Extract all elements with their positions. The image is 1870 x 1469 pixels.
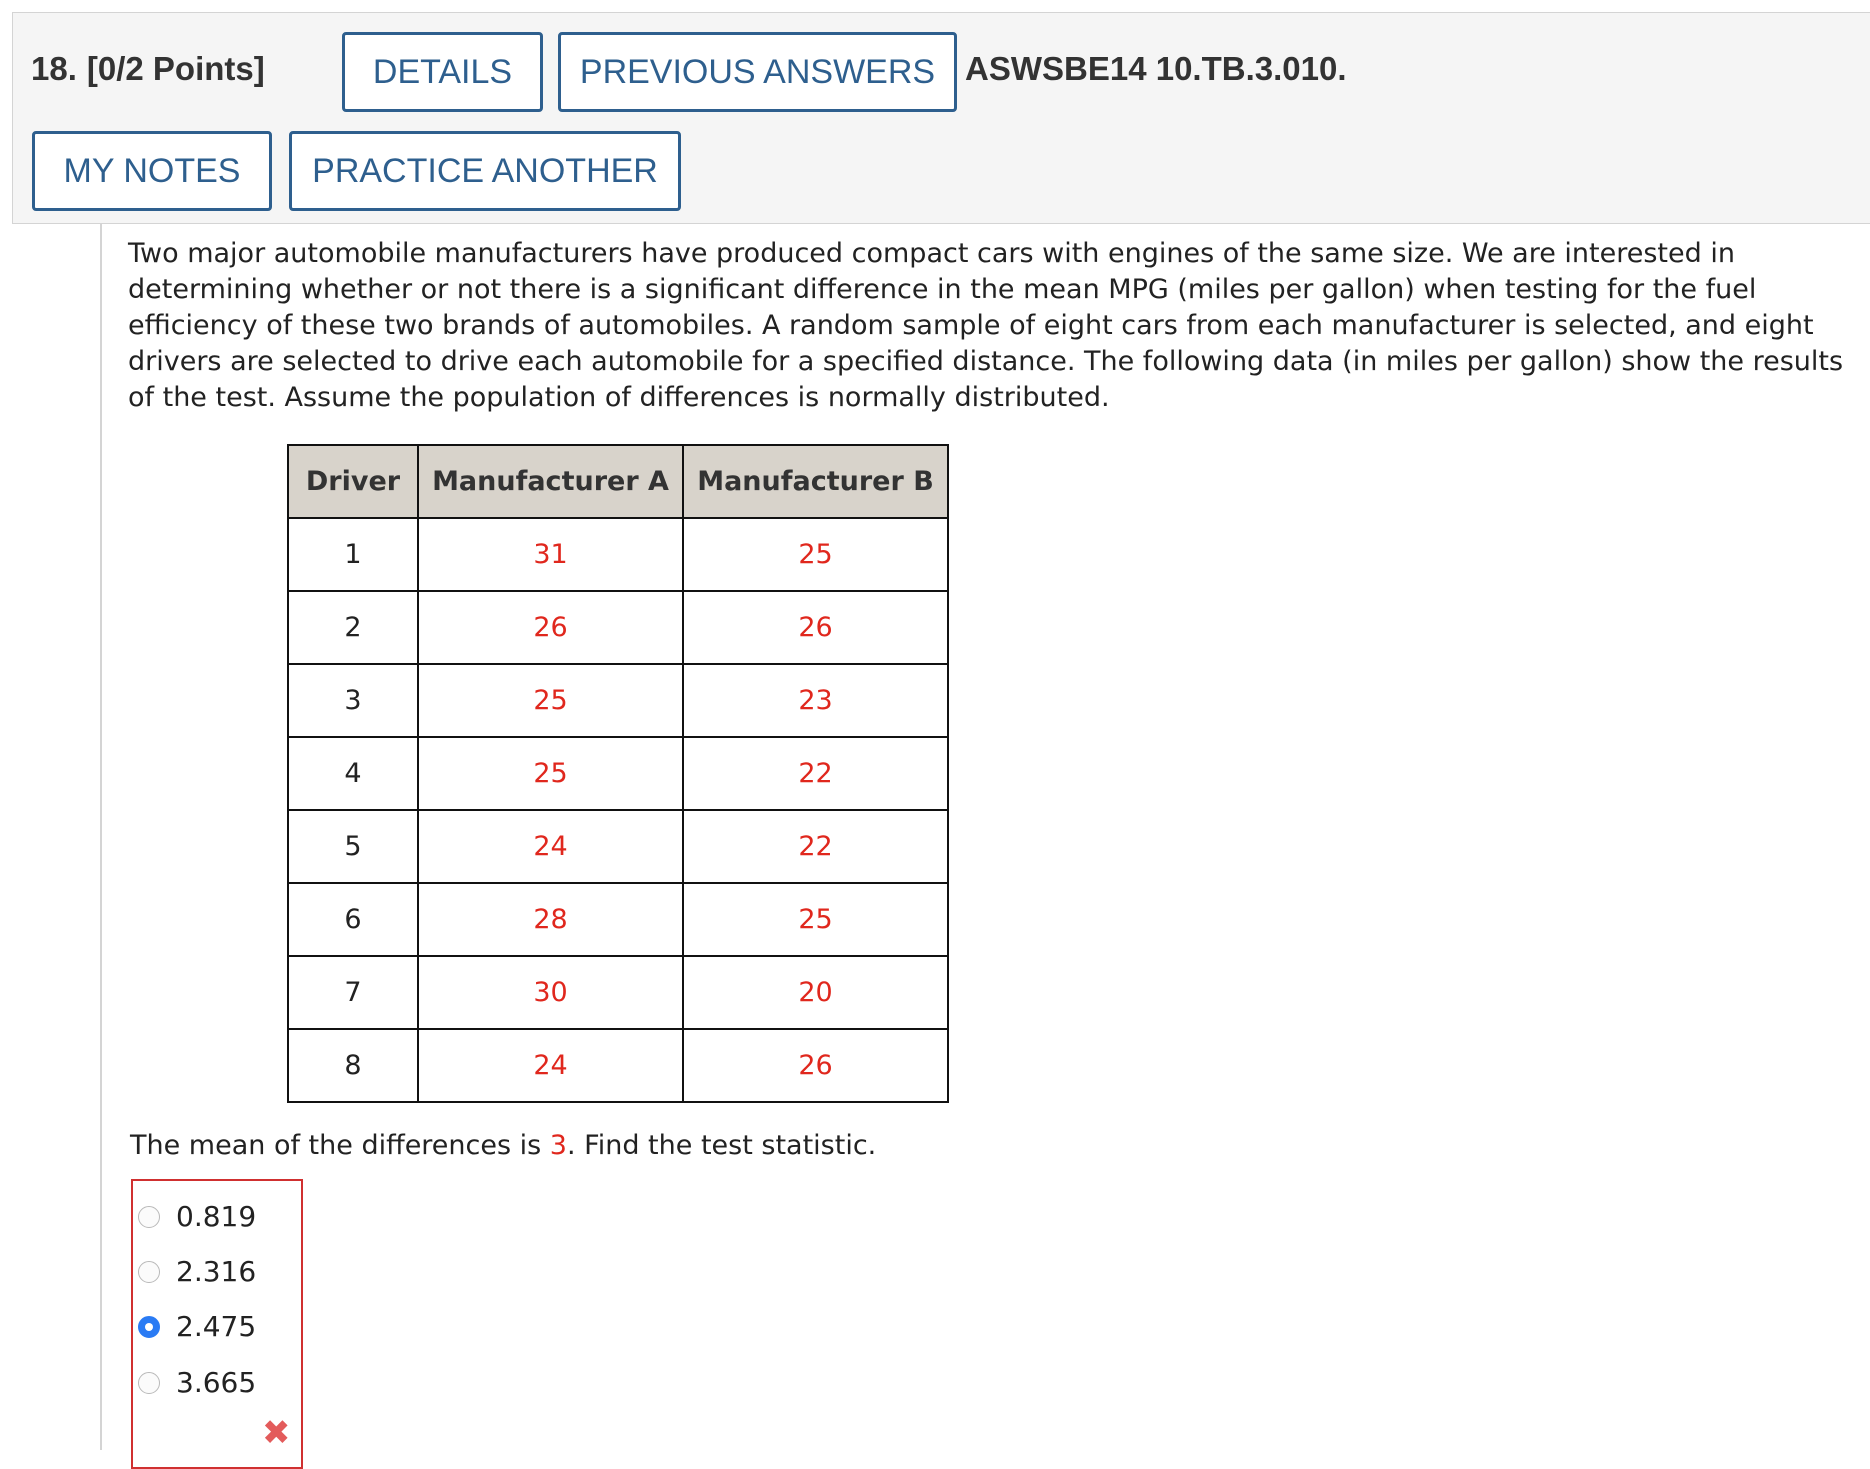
manufacturer-a-cell: 26: [418, 591, 683, 664]
manufacturer-b-cell: 20: [683, 956, 948, 1029]
option-label: 2.475: [176, 1310, 257, 1343]
radio-button-selected[interactable]: [138, 1316, 160, 1338]
manufacturer-b-cell: 22: [683, 737, 948, 810]
table-row: [288, 883, 948, 956]
manufacturer-a-cell: 25: [418, 664, 683, 737]
radio-button[interactable]: [138, 1206, 160, 1228]
column-header-manufacturer-a: Manufacturer A: [418, 445, 683, 518]
question-text: [130, 1130, 876, 1161]
question-number-text: 18.: [31, 50, 77, 87]
column-header-driver: Driver: [288, 445, 418, 518]
driver-cell: 5: [288, 810, 418, 883]
my-notes-button[interactable]: MY NOTES: [32, 131, 272, 211]
manufacturer-a-cell: 31: [418, 518, 683, 591]
points-label: [0/2 Points]: [86, 50, 265, 87]
details-button[interactable]: DETAILS: [342, 32, 543, 112]
table-body: [288, 518, 948, 1102]
problem-statement: Two major automobile manufacturers have produced compact cars with engines of the same size. We are interested in determining whether or not there is a significant difference in the mean MPG (miles per gallon) when testing for the fuel efficiency of these two brands of automobiles. A random sample of eight cars from each manufacturer is selected, and eight drivers are selected to drive each automobile for a specified distance. The following data (in miles per gallon) show the results of the test. Assume the population of differences is normally distributed.: [128, 238, 1844, 413]
table-row: [288, 956, 948, 1029]
manufacturer-b-cell: 23: [683, 664, 948, 737]
driver-cell: 4: [288, 737, 418, 810]
question-text-before: The mean of the differences is: [130, 1130, 550, 1161]
table-row: [288, 737, 948, 810]
manufacturer-b-cell: 25: [683, 883, 948, 956]
table-header-row: [288, 445, 948, 518]
option-2475[interactable]: [138, 1310, 256, 1343]
table-row: [288, 664, 948, 737]
driver-cell: 6: [288, 883, 418, 956]
table-row: [288, 518, 948, 591]
option-2316[interactable]: [138, 1255, 256, 1288]
manufacturer-b-cell: 26: [683, 1029, 948, 1102]
mean-difference-value: 3: [549, 1130, 567, 1161]
driver-cell: 8: [288, 1029, 418, 1102]
question-text-after: . Find the test statistic.: [566, 1130, 877, 1161]
manufacturer-b-cell: 26: [683, 591, 948, 664]
option-label: 2.316: [176, 1255, 257, 1288]
radio-button[interactable]: [138, 1261, 160, 1283]
option-0819[interactable]: [138, 1200, 256, 1233]
manufacturer-a-cell: 25: [418, 737, 683, 810]
manufacturer-a-cell: 30: [418, 956, 683, 1029]
manufacturer-a-cell: 24: [418, 810, 683, 883]
x-mark-icon: ✖: [262, 1413, 291, 1453]
practice-another-button[interactable]: PRACTICE ANOTHER: [289, 131, 681, 211]
manufacturer-b-cell: 25: [683, 518, 948, 591]
data-table: [287, 444, 949, 1103]
driver-cell: 1: [288, 518, 418, 591]
driver-cell: 2: [288, 591, 418, 664]
table-row: [288, 1029, 948, 1102]
driver-cell: 7: [288, 956, 418, 1029]
manufacturer-b-cell: 22: [683, 810, 948, 883]
table-row: [288, 591, 948, 664]
option-label: 0.819: [176, 1200, 257, 1233]
previous-answers-button[interactable]: PREVIOUS ANSWERS: [558, 32, 957, 112]
radio-button[interactable]: [138, 1372, 160, 1394]
table-row: [288, 810, 948, 883]
option-3665[interactable]: [138, 1366, 256, 1399]
option-label: 3.665: [176, 1366, 257, 1399]
problem-reference: ASWSBE14 10.TB.3.010.: [965, 50, 1347, 87]
manufacturer-a-cell: 24: [418, 1029, 683, 1102]
column-header-manufacturer-b: Manufacturer B: [683, 445, 948, 518]
manufacturer-a-cell: 28: [418, 883, 683, 956]
question-number: [31, 50, 265, 88]
driver-cell: 3: [288, 664, 418, 737]
